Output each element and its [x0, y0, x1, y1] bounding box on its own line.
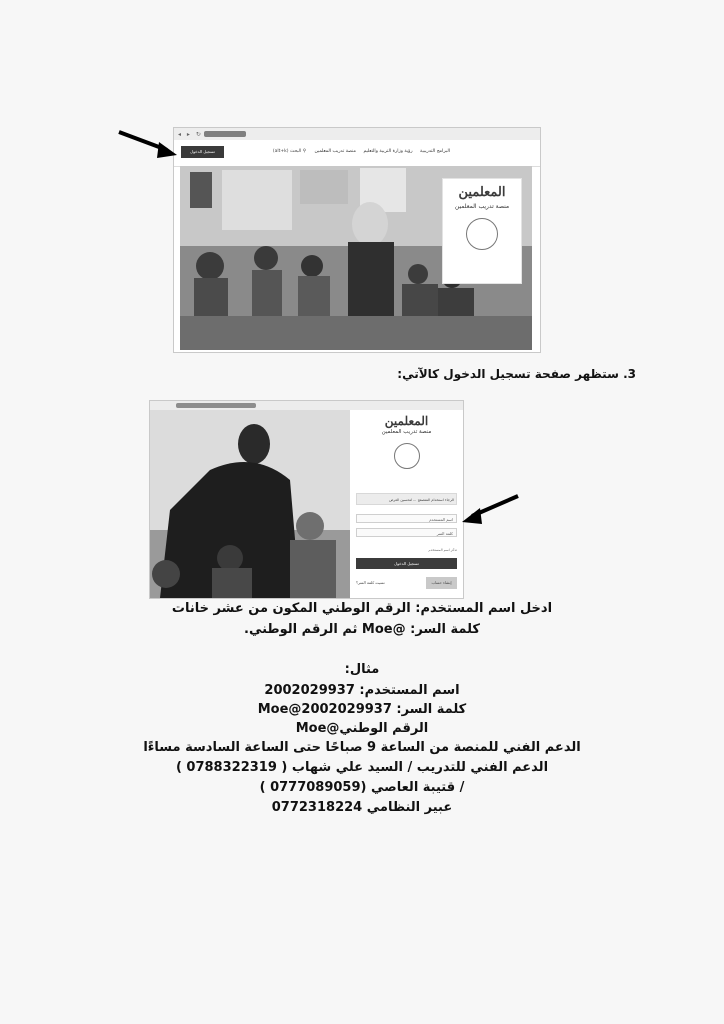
- browser-notice: الرجاء استخدام المتصفح ... لتحسين العرض: [356, 493, 457, 505]
- nav-item-programs: البرامج التدريبية: [420, 149, 450, 154]
- support-contact-3: عبير النظامي 0772318224: [271, 800, 453, 815]
- browser-nav-icons: ◂ ▸ ↻: [178, 131, 203, 138]
- nav-menu: [308, 149, 450, 154]
- arrow-to-username-icon: [458, 492, 522, 526]
- brand-name: منصة تدريب المعلمين: [381, 429, 432, 435]
- instruction-username: ادخل اسم المستخدم: الرقم الوطني المكون من عشر خانات: [171, 601, 553, 616]
- site-navbar: [174, 140, 540, 167]
- example-password: كلمة السر: Moe@2002029937: [257, 702, 467, 717]
- example-heading: مثال:: [344, 662, 380, 677]
- login-button: تسجيل الدخول: [181, 146, 224, 158]
- example-username: اسم المستخدم: 2002029937: [264, 683, 460, 698]
- password-field: كلمة السر: [356, 528, 457, 537]
- brand-card: [442, 178, 522, 284]
- site-logo: المعلمين: [458, 185, 506, 200]
- url-field: [204, 131, 246, 137]
- login-panel: [350, 410, 463, 598]
- search-box: [238, 147, 306, 157]
- nav-item-vision: رؤية وزارة التربية والتعليم: [363, 149, 413, 154]
- teacher-photo: [150, 410, 350, 598]
- login-submit-button: تسجيل الدخول: [356, 558, 457, 569]
- ministry-emblem-icon: [466, 218, 498, 250]
- example-pattern: الرقم الوطني@Moe: [295, 721, 429, 736]
- secondary-button: إنشاء حساب: [426, 577, 457, 589]
- login-screenshot: [149, 400, 464, 599]
- username-field: اسم المستخدم: [356, 514, 457, 523]
- forgot-password-link: نسيت كلمة السر؟: [356, 580, 385, 585]
- url-field: [176, 403, 256, 408]
- step-number: 3.: [623, 367, 636, 381]
- step-heading: [397, 367, 636, 381]
- search-label: البحث (alt+k): [272, 149, 302, 154]
- support-contact-1: الدعم الفني للتدريب / السيد علي شهاب ( 0788322319 ): [175, 760, 549, 775]
- arrow-to-login-icon: [117, 128, 181, 160]
- nav-item-platform: منصة تدريب المعلمين: [314, 149, 356, 154]
- remember-checkbox: تذكر اسم المستخدم: [428, 548, 457, 552]
- brand-name: منصة تدريب المعلمين: [454, 203, 510, 210]
- support-hours: الدعم الفني للمنصة من الساعة 9 صباحًا حتى الساعة السادسة مساءًا: [143, 740, 581, 755]
- site-logo: المعلمين: [384, 414, 429, 428]
- ministry-emblem-icon: [394, 443, 420, 469]
- classroom-photo: [180, 166, 532, 350]
- login-footer: [356, 577, 457, 589]
- search-icon: ⚲: [301, 149, 306, 154]
- instruction-password: كلمة السر: @Moe ثم الرقم الوطني.: [244, 622, 480, 637]
- step-text: ستظهر صفحة تسجيل الدخول كالآتي:: [397, 367, 619, 381]
- support-contact-2: / قتيبة العاصي (0777089059 ): [259, 780, 465, 795]
- homepage-screenshot: [173, 127, 541, 353]
